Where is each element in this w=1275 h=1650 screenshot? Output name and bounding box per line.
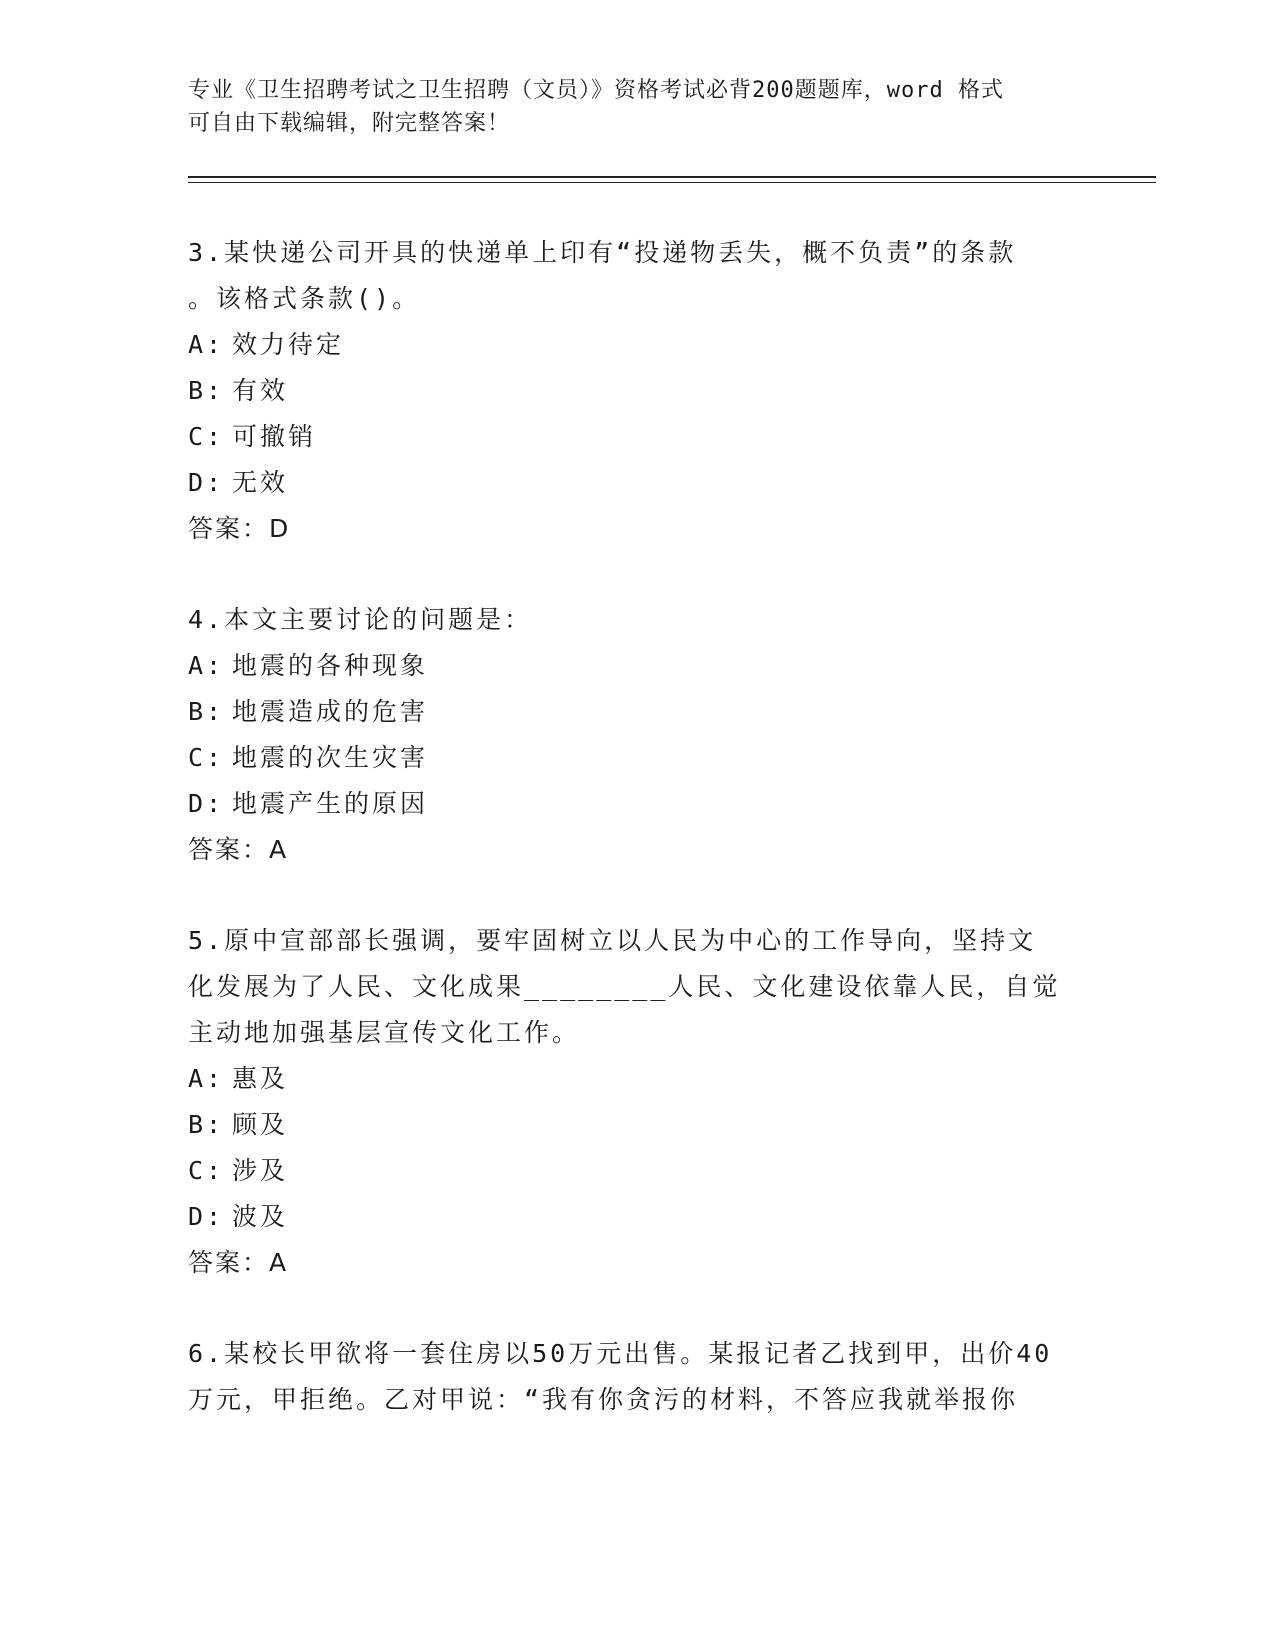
option-label: D: <box>188 789 225 818</box>
option-d <box>188 781 1088 827</box>
option-text: 地震造成的危害 <box>232 697 429 726</box>
option-text: 地震产生的原因 <box>232 789 429 818</box>
header-line-2: 可自由下载编辑，附完整答案！ <box>188 111 511 136</box>
option-label: B: <box>188 376 225 405</box>
option-text: 地震的各种现象 <box>232 651 429 680</box>
option-text: 惠及 <box>232 1064 289 1093</box>
option-text: 地震的次生灾害 <box>232 743 429 772</box>
question-stem-line: 6.某校长甲欲将一套住房以50万元出售。某报记者乙找到甲，出价40 <box>188 1339 1053 1368</box>
option-a <box>188 322 1088 368</box>
question-stem-line: 3.某快递公司开具的快递单上印有“投递物丢失，概不负责”的条款 <box>188 238 1017 267</box>
question-6 <box>188 1331 1088 1423</box>
header-divider-thin <box>188 182 1156 183</box>
option-label: A: <box>188 1064 225 1093</box>
option-text: 涉及 <box>232 1156 289 1185</box>
option-label: D: <box>188 468 225 497</box>
option-b <box>188 368 1088 414</box>
question-stem-line: 主动地加强基层宣传文化工作。 <box>188 1018 581 1047</box>
option-text: 有效 <box>232 376 289 405</box>
question-stem-line: 5.原中宣部部长强调，要牢固树立以人民为中心的工作导向，坚持文 <box>188 926 1037 955</box>
question-4 <box>188 597 1088 873</box>
question-stem-line: 万元，甲拒绝。乙对甲说：“我有你贪污的材料，不答应我就举报你 <box>188 1385 1019 1414</box>
header-line-1: 专业《卫生招聘考试之卫生招聘（文员）》资格考试必背200题题库，word 格式 <box>188 78 1004 103</box>
question-stem-line: 4.本文主要讨论的问题是： <box>188 605 533 634</box>
question-stem-line: 。该格式条款()。 <box>188 284 421 313</box>
option-c <box>188 414 1088 460</box>
option-label: C: <box>188 743 225 772</box>
option-d <box>188 460 1088 506</box>
document-header <box>188 74 1078 140</box>
option-b <box>188 689 1088 735</box>
question-3 <box>188 230 1088 552</box>
option-text: 效力待定 <box>232 330 345 359</box>
option-label: B: <box>188 697 225 726</box>
option-label: D: <box>188 1202 225 1231</box>
question-list <box>188 230 1088 1468</box>
question-stem-line: 化发展为了人民、文化成果________人民、文化建设依靠人民，自觉 <box>188 972 1061 1001</box>
answer-line: 答案：D <box>188 514 291 543</box>
answer-line: 答案：A <box>188 835 289 864</box>
option-text: 无效 <box>232 468 289 497</box>
option-c <box>188 1148 1088 1194</box>
option-b <box>188 1102 1088 1148</box>
header-divider-thick <box>188 176 1156 178</box>
option-label: B: <box>188 1110 225 1139</box>
option-text: 可撤销 <box>232 422 317 451</box>
option-text: 波及 <box>232 1202 289 1231</box>
question-5 <box>188 918 1088 1286</box>
option-label: A: <box>188 330 225 359</box>
option-label: A: <box>188 651 225 680</box>
option-text: 顾及 <box>232 1110 289 1139</box>
option-a <box>188 643 1088 689</box>
answer-line: 答案：A <box>188 1248 289 1277</box>
option-d <box>188 1194 1088 1240</box>
option-label: C: <box>188 1156 225 1185</box>
option-a <box>188 1056 1088 1102</box>
option-label: C: <box>188 422 225 451</box>
option-c <box>188 735 1088 781</box>
